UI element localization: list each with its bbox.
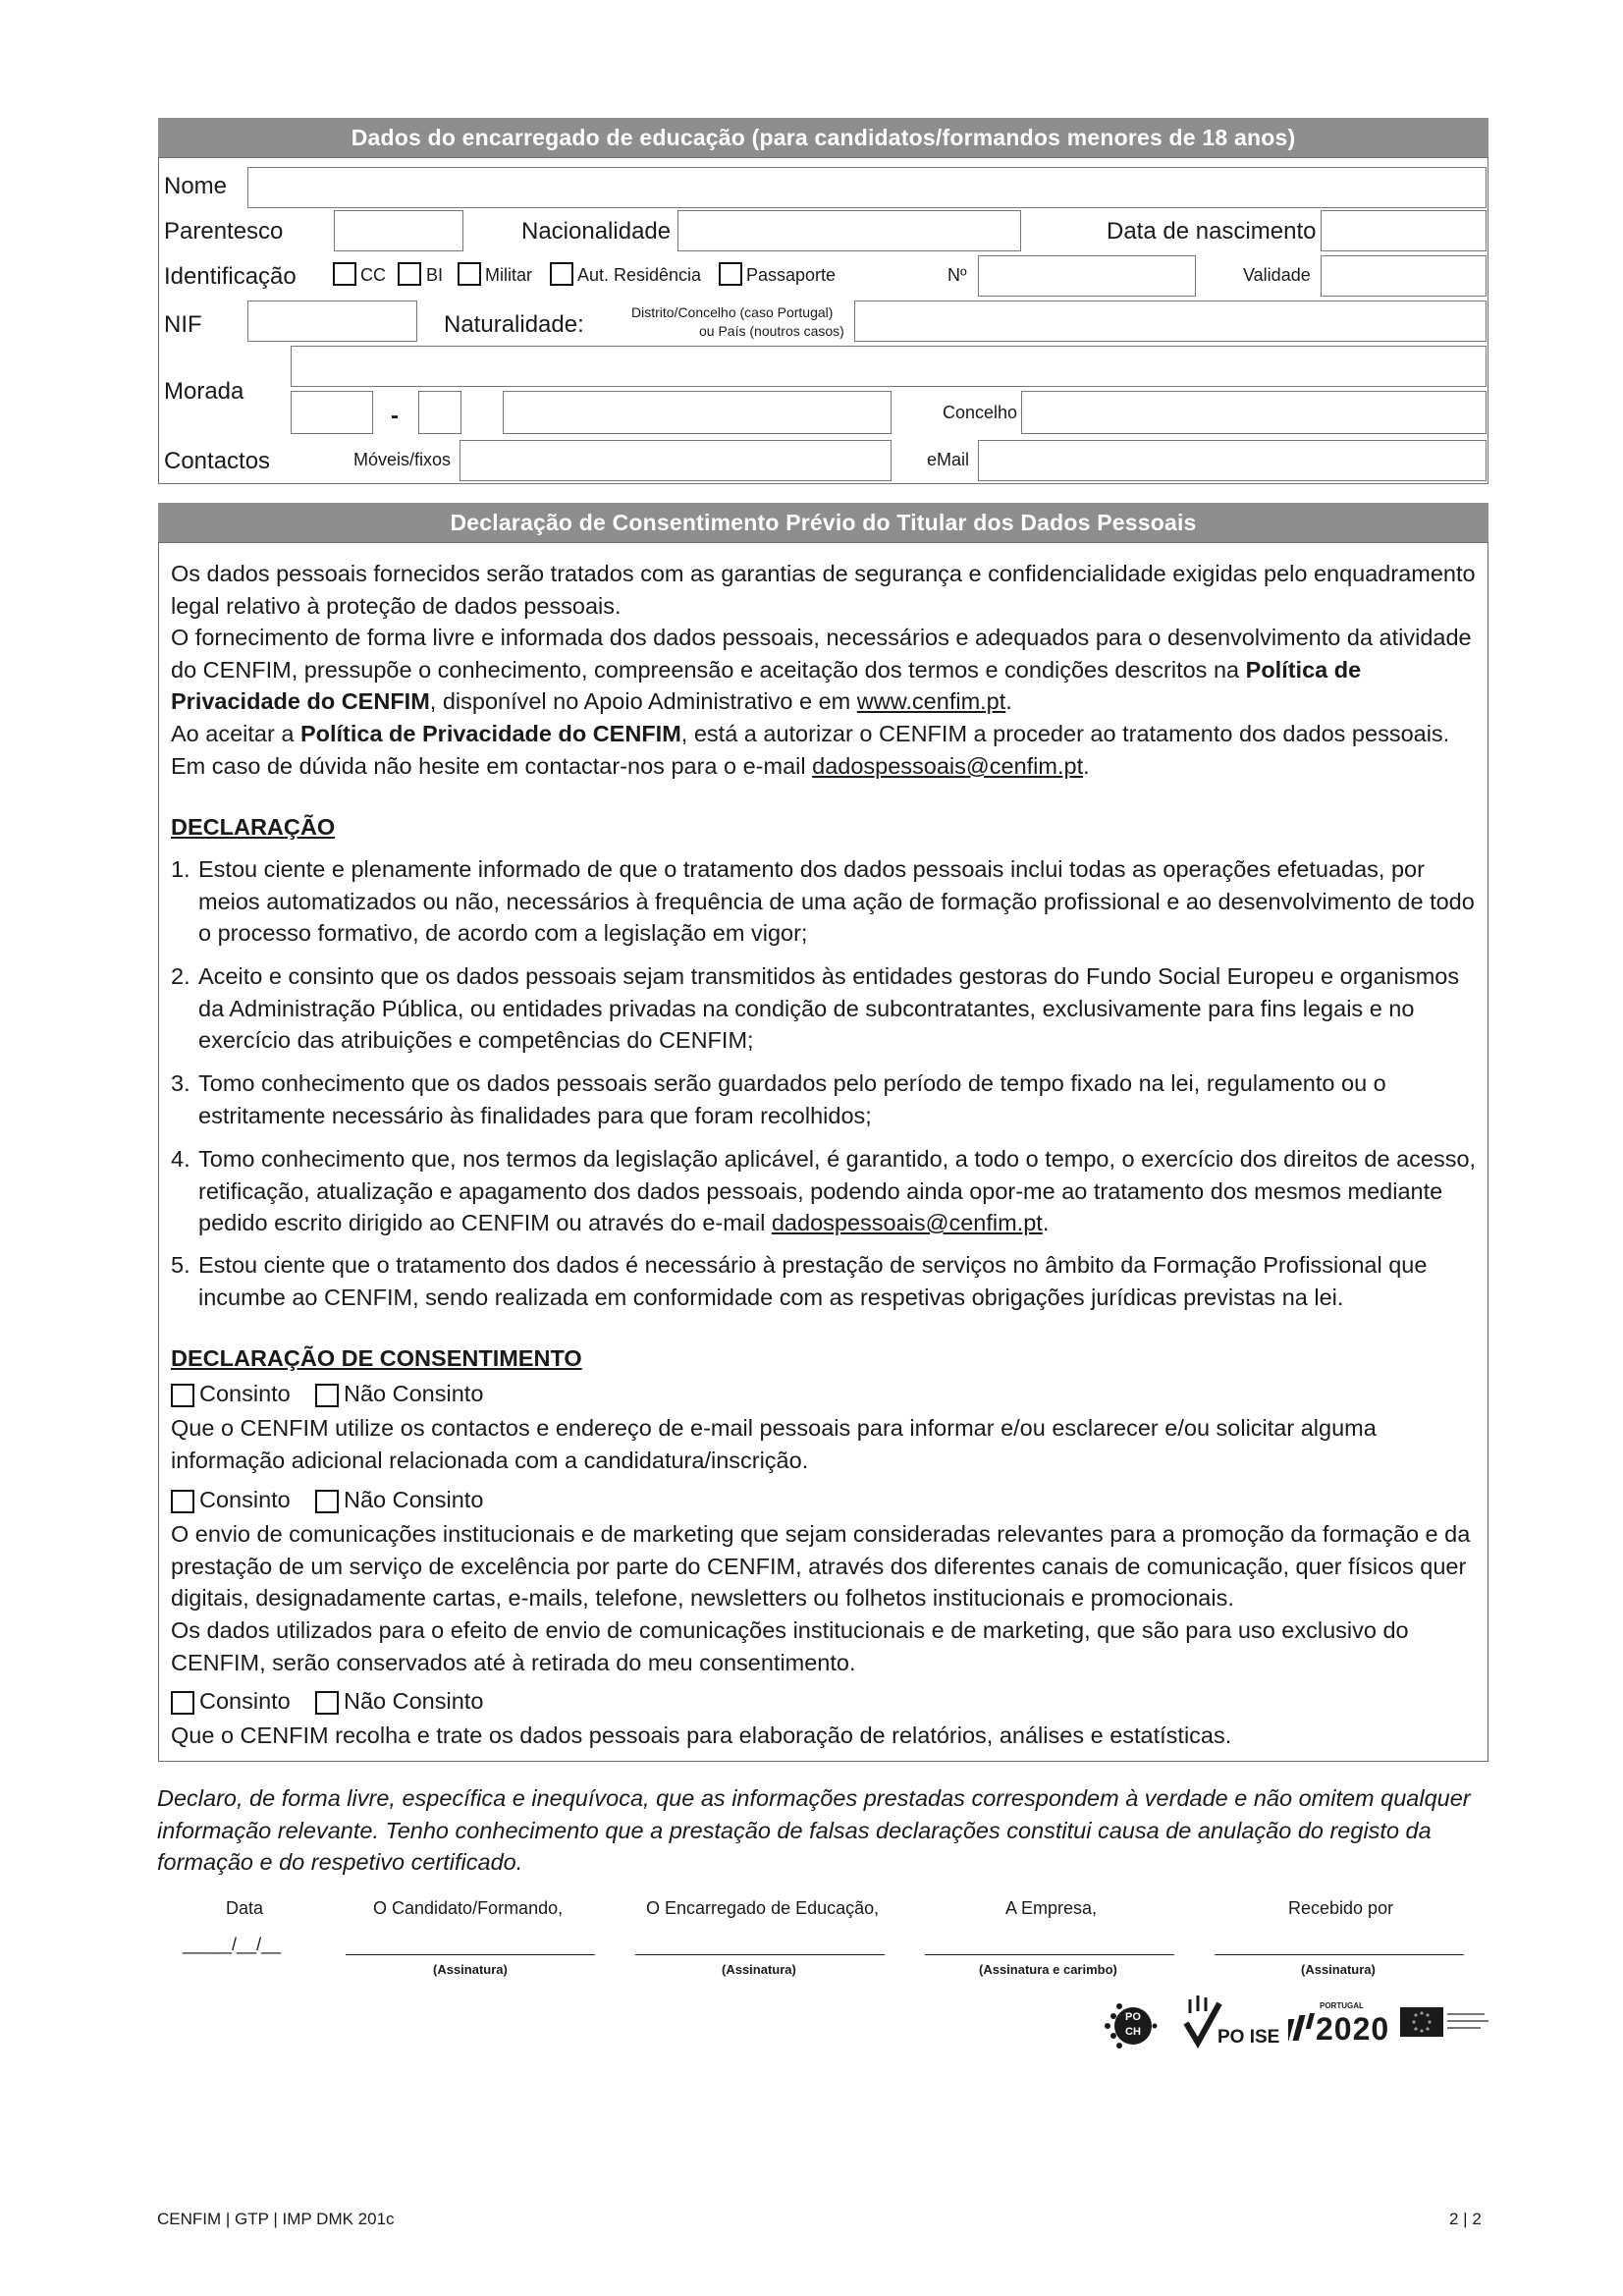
id-passport-label: Passaporte — [746, 265, 837, 285]
item-number: 1. — [171, 856, 190, 882]
nif-input[interactable] — [247, 301, 417, 342]
declaration-item-2 — [171, 960, 1487, 1057]
consent-3-yes-checkbox[interactable] — [171, 1691, 194, 1715]
birthplace-input[interactable] — [854, 301, 1487, 342]
nif-label: NIF — [164, 311, 202, 338]
item-text: Aceito e consinto que os dados pessoais sejam transmitidos às entidades gestoras do Fundo Social Europeu e organismos da Administração Pública, ou entidades privadas na condição de subcontratantes, exclusivamente para fins legais e no exercício das atribuições e competências do CENFIM; — [198, 963, 1460, 1053]
guardian-label: O Encarregado de Educação, — [646, 1898, 880, 1918]
company-label: A Empresa, — [1005, 1898, 1098, 1918]
validity-label: Validade — [1243, 265, 1311, 285]
email-input[interactable] — [978, 440, 1487, 481]
locality-input[interactable] — [503, 391, 892, 434]
poise-logo — [1176, 1994, 1282, 2054]
id-number-label: Nº — [947, 265, 967, 285]
id-cc-checkbox[interactable] — [333, 262, 356, 286]
item-number: 3. — [171, 1070, 190, 1096]
privacy-policy-text: Política de Privacidade do CENFIM — [171, 656, 1362, 714]
birthdate-input[interactable] — [1321, 210, 1487, 251]
email-label: eMail — [927, 450, 970, 469]
phones-label: Móveis/fixos — [353, 450, 452, 469]
candidate-signature-caption: (Assinatura) — [433, 1962, 508, 1977]
consent-1-no-label: Não Consinto — [344, 1381, 484, 1406]
guardian-signature-caption: (Assinatura) — [722, 1962, 796, 1977]
consent-1-text: Que o CENFIM utilize os contactos e endereço de e-mail pessoais para informar e/ou esclarecer e/ou solicitar alguma informação adicional relacionada com a candidatura/inscrição. — [171, 1415, 1377, 1473]
id-military-checkbox[interactable] — [458, 262, 481, 286]
consent-2-yes-label: Consinto — [199, 1487, 291, 1512]
poch-logo — [1100, 1998, 1161, 2053]
identification-label: Identificação — [164, 263, 297, 290]
id-bi-label: BI — [426, 265, 444, 285]
consent-3-yes-label: Consinto — [199, 1688, 291, 1714]
id-residence-label: Aut. Residência — [577, 265, 702, 285]
item-text: Estou ciente e plenamente informado de que o tratamento dos dados pessoais inclui todas as operações efetuadas, por meios automatizados ou não, necessários à frequência de uma ação de formação profissional e ao desenvolvimento de todo o processo formativo, de acordo com a legislação em vigor; — [198, 856, 1475, 946]
id-bi-checkbox[interactable] — [398, 262, 421, 286]
contact-email-link[interactable]: dadospessoais@cenfim.pt — [812, 753, 1084, 779]
id-passport-checkbox[interactable] — [719, 262, 742, 286]
poise-logo-text: PO ISE — [1217, 2027, 1280, 2048]
address-input[interactable] — [291, 346, 1487, 387]
eu-logo-text-lines — [1447, 2013, 1488, 2033]
id-number-input[interactable] — [978, 255, 1196, 297]
received-signature-line[interactable] — [1215, 1954, 1464, 1955]
eu-flag-icon — [1400, 2007, 1443, 2037]
website-link[interactable]: www.cenfim.pt — [856, 688, 1006, 714]
county-label: Concelho — [943, 403, 1018, 422]
candidate-label: O Candidato/Formando, — [373, 1898, 564, 1918]
declaration-item-1 — [171, 853, 1487, 950]
declaration-heading: DECLARAÇÃO — [171, 814, 336, 840]
postal-dash: - — [391, 403, 399, 429]
item-text: Tomo conhecimento que os dados pessoais serão guardados pelo período de tempo fixado na lei, regulamento ou o estritamente necessário às finalidades para que foram recolhidos; — [198, 1070, 1386, 1128]
item-number: 2. — [171, 963, 190, 989]
received-signature-caption: (Assinatura) — [1301, 1962, 1376, 1977]
consent-3-no-checkbox[interactable] — [315, 1691, 339, 1715]
intro-paragraph-3: Ao aceitar a Política de Privacidade do CENFIM, está a autorizar o CENFIM a proceder ao tratamento dos dados pessoais. — [171, 721, 1450, 746]
guardian-section-title: Dados do encarregado de educação (para candidatos/formandos menores de 18 anos) — [351, 125, 1296, 150]
consent-section-title: Declaração de Consentimento Prévio do Titular dos Dados Pessoais — [450, 510, 1197, 535]
footer-doc-code: CENFIM | GTP | IMP DMK 201c — [157, 2210, 395, 2228]
footer-page-number: 2 | 2 — [1449, 2210, 1482, 2228]
relationship-input[interactable] — [334, 210, 463, 251]
guardian-section-header — [158, 118, 1488, 157]
declaration-item-5 — [171, 1249, 1487, 1313]
declaration-item-4: 4. Tomo conhecimento que, nos termos da legislação aplicável, é garantido, a todo o tempo, o exercício dos direitos de acesso, retificação, atualização e apagamento dos dados pessoais, podendo ainda opor-me ao tratamento dos mesmos mediante pedido escrito dirigido ao CENFIM ou através do e-mail dadospessoais@cenfim.pt. — [171, 1143, 1487, 1239]
consent-section-header — [158, 503, 1488, 542]
consent-2-no-label: Não Consinto — [344, 1487, 484, 1512]
item-text: Tomo conhecimento que, nos termos da legislação aplicável, é garantido, a todo o tempo, o exercício dos direitos de acesso, retificação, atualização e apagamento dos dados pessoais, podendo ainda opor-me ao tratamento dos mesmos mediante pedido escrito dirigido ao CENFIM ou através do e-mail — [198, 1146, 1477, 1235]
id-cc-label: CC — [360, 265, 386, 285]
consent-3-text: Que o CENFIM recolha e trate os dados pessoais para elaboração de relatórios, análises e estatísticas. — [171, 1722, 1232, 1748]
declaration-item-3 — [171, 1067, 1487, 1131]
birthdate-label: Data de nascimento — [1107, 218, 1317, 245]
county-input[interactable] — [1021, 391, 1487, 434]
contacts-label: Contactos — [164, 448, 271, 474]
rights-email-link[interactable]: dadospessoais@cenfim.pt — [771, 1210, 1043, 1235]
received-label: Recebido por — [1288, 1898, 1394, 1918]
consent-2-text: O envio de comunicações institucionais e de marketing que sejam consideradas relevantes para a promoção da formação e da prestação de um serviço de excelência por parte do CENFIM, através dos diferentes canais de comunicação, quer físicos quer digitais, designadamente cartas, e-mails, telefone, newsletters ou folhetos institucionais e promocionais. — [171, 1521, 1471, 1611]
date-field[interactable]: _____/__/__ — [183, 1935, 282, 1954]
postal-code-2-input[interactable] — [418, 391, 461, 434]
company-signature-line[interactable] — [925, 1954, 1174, 1955]
birthplace-hint-2: ou País (noutros casos) — [699, 323, 844, 339]
nationality-input[interactable] — [677, 210, 1021, 251]
consent-3-no-label: Não Consinto — [344, 1688, 484, 1714]
company-signature-caption: (Assinatura e carimbo) — [979, 1962, 1117, 1977]
date-label: Data — [226, 1898, 264, 1918]
relationship-label: Parentesco — [164, 218, 284, 245]
intro-paragraph-1: Os dados pessoais fornecidos serão tratados com as garantias de segurança e confidencialidade exigidas pelo enquadramento legal relativo à proteção de dados pessoais. — [171, 561, 1476, 619]
portugal-text: PORTUGAL — [1320, 2001, 1364, 2010]
eu-stars — [1400, 2007, 1443, 2037]
consent-2-retention-text: Os dados utilizados para o efeito de envio de comunicações institucionais e de marketing, que são para uso exclusivo do CENFIM, serão conservados até à retirada do meu consentimento. — [171, 1617, 1409, 1675]
p2020-text: 2020 — [1316, 2011, 1390, 2047]
portugal-2020-mark — [1288, 2013, 1318, 2045]
poch-logo-text: PO CH — [1125, 2011, 1141, 2038]
consent-2-no-checkbox[interactable] — [315, 1490, 339, 1513]
id-military-label: Militar — [485, 265, 532, 285]
consent-2-yes-checkbox[interactable] — [171, 1490, 194, 1513]
item-text: Estou ciente que o tratamento dos dados é necessário à prestação de serviços no âmbito da Formação Profissional que incumbe ao CENFIM, sendo realizada em conformidade com as respetivas obrigações jurídicas previstas na lei. — [198, 1252, 1428, 1310]
nationality-label: Nacionalidade — [521, 218, 672, 245]
consent-1-yes-checkbox[interactable] — [171, 1384, 194, 1407]
consent-1-no-checkbox[interactable] — [315, 1384, 339, 1407]
validity-input[interactable] — [1321, 255, 1487, 297]
candidate-signature-line[interactable] — [346, 1954, 595, 1955]
intro-paragraph-4: Em caso de dúvida não hesite em contactar-nos para o e-mail dadospessoais@cenfim.pt. — [171, 753, 1090, 779]
name-input[interactable] — [247, 167, 1487, 208]
item-number: 5. — [171, 1252, 190, 1278]
birthplace-hint-1: Distrito/Concelho (caso Portugal) — [631, 304, 834, 320]
phones-input[interactable] — [460, 440, 892, 481]
consent-heading: DECLARAÇÃO DE CONSENTIMENTO — [171, 1345, 582, 1371]
postal-code-1-input[interactable] — [291, 391, 373, 434]
birthplace-label: Naturalidade: — [444, 311, 584, 338]
intro-paragraph-2: O fornecimento de forma livre e informada dos dados pessoais, necessários e adequados para o desenvolvimento da atividade do CENFIM, pressupõe o conhecimento, compreensão e aceitação dos termos e condições descritos na Política de Privacidade do CENFIM, disponível no Apoio Administrativo e em www.cenfim.pt. — [171, 625, 1472, 714]
id-residence-checkbox[interactable] — [550, 262, 573, 286]
name-label: Nome — [164, 173, 228, 199]
consent-1-yes-label: Consinto — [199, 1381, 291, 1406]
privacy-policy-text-2: Política de Privacidade do CENFIM — [299, 721, 681, 746]
final-declaration: Declaro, de forma livre, específica e inequívoca, que as informações prestadas correspondem à verdade e não omitem qualquer informação relevante. Tenho conhecimento que a prestação de falsas declarações constitui causa de anulação do registo da formação e do respetivo certificado. — [157, 1785, 1471, 1875]
guardian-signature-line[interactable] — [635, 1954, 885, 1955]
address-label: Morada — [164, 378, 244, 405]
item-number: 4. — [171, 1146, 190, 1172]
portugal-2020-logo — [1288, 2001, 1390, 2050]
